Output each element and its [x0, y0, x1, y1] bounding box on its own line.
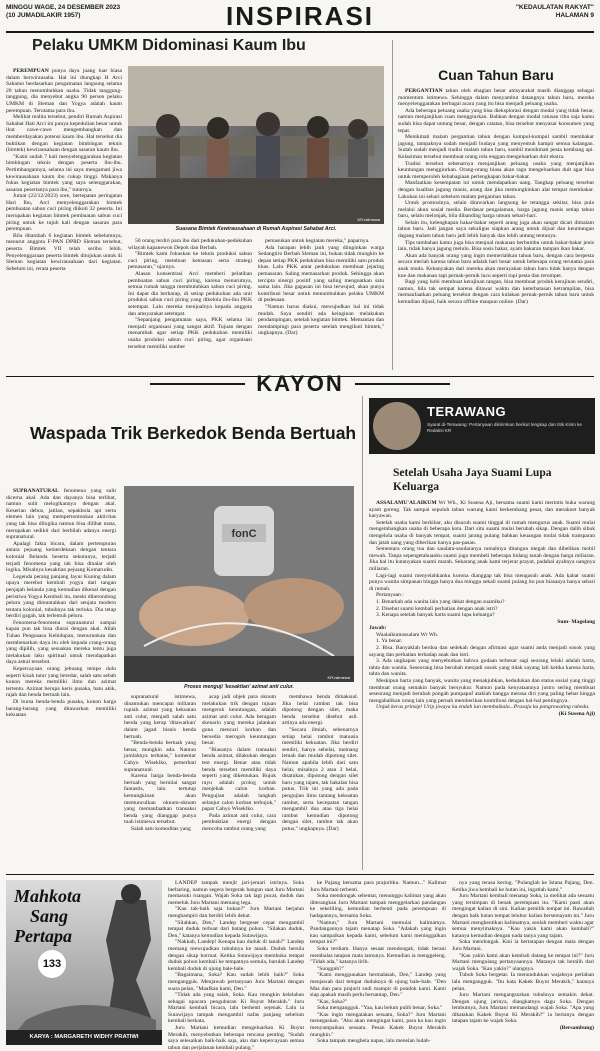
workshop-scene-image [128, 66, 384, 224]
section-title: INSPIRASI [225, 1, 375, 31]
svg-text:fonC: fonC [231, 528, 257, 540]
kayon-headline: Waspada Trik Berkedok Benda Bertuah [30, 423, 357, 443]
terawang-panel [362, 396, 595, 870]
cuan-body: PERGANTIAN tahun oleh ebagian besar amsyarakat masih dianggap sebagai momentum istimewa. Sehingga dalam menyambut datangnya tahun baru, mereka menyelenggarakan berbagai acara yang itu bisa menjadi peluang usaha. Ada beberapa peluang usaha yang bisa dieksplorasi dengan modal yang tidak besar, namun menjanjikan cuan menggiurkan. Bahkan dengan modal ratusan ribu saja kamu sudah bisa dapat untung besar, dengan catatan, bisa tersebut menyasar konsumen yang tepat. Menikmati malam pergantian tahun dengan kumpul-kumpul sambil membakar jagung, tampaknya sudah menjadi budaya yang menyentuh hampir semua kalangan. Sudah sudah menjadi tradisi malam tahun baru, sambil menikmati pesta kembang api. Kelaziman tersebut membuat orang rela enggan mengeluarkan duit ekstra. Tradisi tersebut sebenarnya menjanjikan peluang usaha yang menjanjikan keuntungan menggiurkan. Orang-orang biasa akan ragu mengeluarkan duit agar bisa untuk memperoleh kebahagiaan perlengkapan bakar-bakar. Manfaatkan kesempatan ini untuk mendapatkan uang. Tangkap peluang tersebut dengan kualitas jagung manis, arang dan jika memungkinkan alat tempat membakar. Lakukan ini sehari sebelum malam pergantian tahun. Untuk promosinya, selain ditawarkan langsung ke tetangga sekitar, bisa pula melalui akun sosial media. Berdasar pengalaman, harga jagung manis setiap tahun baru, selalu melonjak, bila dibanding harga umum sehari-hari. Selain itu, kelengkapan bakar-bakar seperti arang juga akan sangat dicari dimalam tahun baru. Jadi jangan saya sekaligus siapkan arang untuk dijual dan keuntungan dagang malam tahun baru jadi lebih banyak dan lebih untung tentunya. Tips tambahan kamu juga bisa menjual makanan berbumbu untuk bakar-bakar jenis lain, tidak hanya jagung melulu. Bisa sosis bakar, ayam bakaran tampan ikan bakar. Akan ada banyak orang yang ingin memeriahkan tahun baru, dengan cara berpesta secara meriah karena tahun baru adalah hari besar untuk beberapa orang terutama para anak muda. Kebanyakan dari mereka akan merayakan tahun baru tidak hanya dengan kue dan makanan tapi pernak-pernik lucu seperti topi pesta dan terompet. Bagi yang hobi membuat kerajinan tangan, bisa membuat produk kerajinan sendiri, namun, bila tak sempat karena ditawar waktu dan keterbatasan ketrampilan, bisa memanfaatkan peluang tersebut dengan cara kulakan pernak-pernik tahun baru untuk kemudian dijual, baik secara offline maupun online. (Dar) [398, 88, 595, 305]
umkm-photo-credit: KR-istimewa [357, 217, 380, 222]
kayon-col-2: supranatural istimewa, dinamukan mencapai miliaran rupiah. azimat yang kekuatan anti culur, menjadi salah satu benda yang kerap 'ditawarkan' dalam jagad bisnis benda bertuah. "Benda-benda bertuah yang benar, mungkin ada. Namun jumlahnya terbatas," komentar Cahyo Wiseklko, pemerhati supranatural. Karena harga benda-benda bertuah yang bernilai sangat fantastis, lalu tertutup kemungkinan akan memunculkan oknum-oknum yang memanfaatkan transaksi benda yang dianggap punya tuah istimewa tersebut. Salah satu komoditas yang [124, 694, 196, 832]
serial-rule-top [6, 874, 594, 875]
kayon-line-right [355, 383, 450, 385]
terawang-body: ASSALAMU'ALAIKUM Wr Wb., Ki Susena Aji, bersama suami kami merintis buka warung ayam goreng. Tak sampai sepuluh tahun warung kami berkembang pesat, dan meraknet banyak karyawan. Setelah usaha kami berkibar, aku disuruh suami tinggal di rumah mengurus anak. Suami mulai mengembangkan usaha di beberapa kota. Dari situ suami mulai berubah sikap. Dengan dalih sibuk mengelola usaha di banyak tempat, suami jarang pulang bahkan keuangan mulai tidak transparan dan jatah uang yang diberikan hanya pas-pasan. Sementara orang tua dan saudara-saudaranya rumahnya ditangun megah dan dibelikan mobil mewah. Tanpa sepengetahuanku suami juga membeli beberapa bidang tanah dengan harga miliaran. Jika hal itu kutanyakan suami marah. Sekarang anak kami terjerat prayut, padahal ayahnya uangnya miliaran. Lagi-lagi suami menyelahkanku korona dianggap tak bisa mengasuh anak. Ada kabar suami punya wanita simpanan hingga hanya dua minggu sekali suami pulang itu pun biasanya hanya sehari di rumah. Pertanyaan : 1. Benarkah ada wanita lain yang dekat dengan suamiku? 2. Disebut suami kembali perhatian dengan anak istri? 3. Kenapa setelah banyak harta suami lupa keluarga? Sum- Magelang Jawab: Waalaikumussalam Wr Wb. 1. Ya benar. 2. Bisa. Banyaklah berdoa dan sedekah dengan afirmasi agar suami anda menjadi sosok yang sayang dan perhatian terhadap anak dan istri. 3. Ada ungkapan yang menyebutkan bahwa godaan terbesar sagi seorang lelaki adalah harta, tahta dan wanita. Seseorang bisa berubah menjadi sosok yang tidak sayang lali ketika karena harta, tahta dan wanita. Meskipun harta yang banyak, wanita yang menakjubkan, kedudukan dan status sosial yang tinggi membuat orang semakin banyak bersyukur. Namun pada kenyataannya justru sering membuat seseorang menjadi berubah pongah pumpapuf ataklah bangga merasa diri yang paling hebat hingga mengabalikan orang lain yang pernah memberikan kontribusi dengan hal-hal pentingnya. Unjuk keras prinsip! Urip jiwaya ku endah lan membaikala...Prasaja ku pangrowating rubeda. (Ki Susena Aji) [369, 500, 595, 717]
kayon-col-3: acap jadi objek para oknum melakukan trik dengan tujuan mengeruk keuntungan, adalah azimat anti culur. Ada beragam skenario yang mereka jalankan guna mencari korban dan bersedia merogoh keuntungan besar. "Biasanya dalam transaksi benda azimat, dilakukan dengan test energi. Benar atau tidak benda tersebut memiliki daya seperti yang dikemukan. Bujuk rayu adalah prolog untuk menjebak calon korban. Pengujian adalah langkah selanjut calon korban terbujuk," papar Cahyo Wiseklko. Pada azimat anti culur, cara pembuktian energi dengan mencoba rambut orang yang [202, 694, 276, 832]
umkm-col-1: PEREMPUAN punya daya juang luar biasa dalam berwirausaha. Hal ini diungkap H Arci Sahamo berdasarkan pengamatan langsung selama 20 tahun menumbuhkan usaha. Tidak tanggung-tanggung, dia menyebut angka 90 persen pelaku UMKM di Sleman dan Yogya adalah kaum perempuan. Terutama para ibu. Melihat realita tersebut, pendiri Rumah Aspirasi Sahabat Hati Arci ini punya kepedulian besar untuk ikut cawe-cawe mengembangkan dan memberdayakan potensi kaum ibu. Hal tersebut dia buktikan dengan kegiatan bimbingan teknis (bimtek) kewirausahaan dengan sasaran kaum ibu. "Kami sudah 7 kali menyelenggarakan kegiatan bimbingan teknis dengan peserta ibu-ibu. Pertimbangannya, selama ini saya mengamati jiwa kewirausahaan kaum ibu cukup tinggi. Makanya fokus kegiatan bimtek yang saya selenggarakan, sasaran pesertanya para ibu," tuturnya. Jumat (22/12/2023) sore, bertepatan peringatan Hari Ibu, Arci menyelenggarakan bimtek pembuatan sabun cuci piring diikuti 32 peserta. Ini merupakan kegiatan bimtek pembuatan sabun cuci piring untuk ke tujuh kali dengan sasaran para perempuan. Bila ditambah 6 kegiatan bimtek sebelumnya, menurut anggota F-PAN DPRD Sleman tersebut, peserta Bimtek VII telah seribu lebih. Penyelenggaraan peserta bimtek ditujukan untuk di Sleman kegiatan kewirausahaan dari kegiatan. Sebelum ini, rerata peserta [6, 68, 122, 272]
column-divider [392, 40, 393, 370]
paper-name: "KEDAULATAN RAKYAT" [515, 4, 594, 11]
serial-episode-badge: 133 [38, 950, 66, 978]
umkm-photo [128, 66, 384, 224]
masthead-divider [6, 31, 594, 33]
date-line [6, 4, 120, 20]
kayon-photo-credit: KR-istimewa [327, 675, 350, 680]
terawang-answer-closer: (Ki Susena Aji) [558, 711, 595, 717]
cuan-headline: Cuan Tahun Baru [438, 67, 554, 83]
kayon-lead-word: SUPRANATURAL [13, 488, 59, 494]
kayon-col-1: SUPRANATURAL fenomena yang sulit dicerna akal. Ada dan dayanya bisa terlihat, namun sulit melogikannya dengan akal. Keserian debus, jatilan, sepakbola api serta elemen lain yang mempertontonkan aktivitas yang tak bisa dilogika namun bisa dilihat mata, merupakan sedikit dari berbilah adanya energi supranatural. Apalagi fakta bicara, dalam pertempuran antara pejuang kemerdekaan dengan tentara kolonial Belanda beserta sekutunya, terjadi terjadi fenomena yang tak bisa dinalar oleh logika. Misalnya kesaktian pejuang Komarudin. Legenda perang panjang Jayur Kuning dalam upaya merebut kembali yogya dari tangan penjajah belanda yang kemudian dikenal dengan peristiwa Yogya Kembali itu, meski diberondong peluru yang dimuntahkan dari senjata modern tentara kolonial, tubuhnya tak terluka. Dia tetap berdiri gagah, tak terlentuh peluru. Fenomena-fenomena supranatural sampai kapan pun tak bisa diurai dengan akal. Allah Tuhan Pengusasa Kehidupan, menurunkan dan membenarkan daya itu oleh kepada crang-orang yang dipilih, yang sesuakan mereka tentu juga melakukan laku spiritual untuk mendapatkan daya astral tersebut. Kepercayaan orang jebuang tempo dulu seperti kisah tutur yang beredar, salah satu sebab konon mereka memiliki ilmu dan azimat tertentu. Azimat berupa keris pusaka, batu akik, rajah dan benda bertuah lain. Di bursa benda-benda pusaka, konon harga barang-barang yang ditawarkan memiliki kekuatan [6, 488, 116, 719]
serial-closer: (Bersambung) [559, 1025, 594, 1032]
date-line-javanese: (10 JUMADILAKIR 1957) [6, 12, 81, 19]
umkm-col-3: pemasukan untuk kegiatan mereka," paparnya. Ada harapan lebih jauh yang diinginkan warga Sedangtiro Berbah Sleman ini, bukan tidak mungkin ke depan setiap PKK pedukuhan bisa memiliki satu produk khas. Lalu PKK antar pedukuhan membuat jejaring pemasaran. Saling memasarkan produk. Sehingga akan tercipta sinergi positif yang saling menguatkan satu sama lain. Jika gagasan ini bisa terwujud, akan punya kontribusi besar untuk menumbuhkan pelaku UMKM di pedesaan. "Namun harus diakui, mewujudkan hal ini tidak mudah. Saya sendiri ada keinginan melakukan pendampingan, setelah kegiatan bimtek. Memantau dan mendampingi para peserta setelah mengikuti bimtek," ungkapnya. (Dar) [258, 238, 384, 337]
serial-illustration-box [6, 880, 162, 1045]
terawang-header-box [369, 398, 595, 454]
date-line-gregorian: MINGGU WAGE, 24 DESEMBER 2023 [6, 4, 121, 11]
terawang-blurb: Syarat di-Terawang: Pertanyaan dikirimkan berikut lengkap dan titik Kirim ke Redaksi KR [427, 422, 582, 433]
serial-col-2: ke Pajang bersama para prajuritku. Namun..." Kalimat Juru Martani terhenti. Soka mendongak sebentar, menunggu kalimat yang akan diterangkan Juru Martani tampak menggelarkan pandangan ke sekeliling, kemudian berhenti pada perempuan di hadapannya, bersama Soka. "Namun," Juru Martani memulai kalimatnya. Pandangannya tajam menatap Soka. "Adakah yang ingin kau sampaikan kepada kami, sebelum kami meninggalkan tempat ini?" Soka terdiam. Hanya sesaat mendongak, tidak berani membalas tatapan mata tamunya. Kemudian ia menggeleng. "Tidak ada," katanya lirih. "Sungguh?" "Kami menggunakan bermalasah, Den," Landep yang menjawab dari tempat duduknya di ujung bale-bale. "Den Mas dan para prajurit sudi mampir di pondok kami. Kami siap apakah masih perlu bersantap, Den." "Kau, Soka?" Soka mengangguk. "Yaa, kau belum pulih benar, Soka." "Kau ingin mengatakan sesuatu, Soka?" Juru Martani menegaskan. "Aku akan mengingat kami, para ka kau ingin menyampaikan sesuatu. Pesan Kakek Buyut Merakih mungkin." Soka tampak menghela napas, lalu menelan ludah- [310, 880, 446, 1045]
serial-col-3: nya yang terasa kering. "Pulanglah ke Istana Pajang, Den. Ketika jiwa kembali ke hutan ini, ingatlah kami." Juru Martani kembali menatap Soka, ia melihat ada sesuatu yang tersimpan di benak perempuan itu. "Kami pasti akan mengingat kalian di sini. Kalian pemilik tempat ini. Rawatlah dengan baik hutan tempat leluhur kalian bersemayam ini." Juru Martani menghentikan kalimatnya, seolah memberi waktu agar semua menyimaknya. "Kau yakin kami akan kembali?" katanya kemudian dengan nada tanya yang tajam. Soka mendongak. Kini ia bertatapan dengan mata dengan Juru Martani. "Kau yakin kami akan kembali datang ke tempat ini?" Juru Martani mengulang pertanyaannya. Matanya tak beralih dari wajah Soka. "Kau yakin?" ulangnya. Tubuh Soka bergetar. Ia menundukkan wajahnya perlahan lalu mengangguk. "Itu kata Kakek Buyut Merakih," katanya pelan. Juru Martani mengangsurkan tubuhnya semakin dekat. Dengan ujung jarinya, diangkatnya dagu Soka. Dengan lembutnya, Juru Martani memandangi wajah Soka. "Apa yang dikatakan Kakek Buyut Ki Merakih?" ia bertanya dengan tatapan tajam ke wajah Soka. (Bersambung) [452, 880, 594, 1032]
kayon-photo-caption: Proses menguji 'kesaktian' azimat anti culur. [184, 684, 294, 690]
umkm-headline: Pelaku UMKM Didominasi Kaum Ibu [32, 37, 306, 54]
umkm-col-2: 50 orang terdiri para ibu dari pedukuhan-pedukuhan wilayah kapanewon Depok dan Berbah. "Bimtek kami fokuskan ke teknis produksi sabun cuci piring, membuat kemasan serta strategi pemasaran," ujarnya. Alasan konsentrasi Arci memberi pelatihan pembuatan sabun cuci piring, karena menurutnya, semua rumah tangga membutuhkan sabun cuci piring. Ini dapat dia berharap, di setiap pedukuhan ada unit produksi sabun cuci piring yang dikelola ibu-ibu PKK setempat. Lalu mereka menjualnya kepada anggota dan amsyarakat setempat. "Sepanjang pengamatan saya, PKK selama ini menjadi organisasi yang sangat aktif. Tujuan dengan menambah agar setiap PKK pedukuhan memiliki usaha produksi sabun cuci piring, agar organisasi tersebut memiliki sumber [128, 238, 252, 350]
paper-info [516, 4, 594, 20]
serial-title: Mahkota Sang Pertapa [14, 886, 82, 946]
serial-author: KARYA : MARGARETH WIDHY PRATIWI [6, 1030, 162, 1045]
amulet-test-image [124, 486, 354, 682]
kayon-banner: KAYON [256, 371, 344, 396]
terawang-label: TERAWANG [427, 404, 507, 419]
terawang-answer-label: Jawab: [369, 625, 387, 632]
serial-col-1: LANDEP tampak menjit jari-jemari istrinya. Soka berbaring, namun segera bergerak bangun saat Juru Martani memasuki ruangan. Wajah Soka tak lagi pucat, duduk dan memeluk Juru Martani memang lega. "Kau tak-baik saja bukan?" Juru Martani berjalan menghampiri dan berdiri lebih dekat. "Silahkan, Den," Landep bergeser cepat mengambil tempat duduk terbuat dari batang pohon. "Silakan duduk, Den," katanya kemudian kepada Sutawijaya. "Nakkah, Landep! Kenapa kau duduk di tanah?" Landep memang mewujudkan tubuhnya ke tanah. Duduk bersila dengan sikap hormat. Ketika Sutawijaya membuka tempat duduk pohon kembali ke tempatnya semula, barulah Landep kembali duduk di ujung bale-bale. "Bagaimana, Soka? Kau sudah lebih baik?" Soka mengangguk. Menjawab pertanyaan Juru Martani dengan suara pelan, "Maafkan kami, Den." "Tidak ada yang salah, Soka. Kau mungkin kelelahan sebagai upacara penguburan Ki Buyut Merakih." Juru Martani kembali bicara, lalu berhenti sejenak. Lalu ia Sutawijaya tampak mengambil nafas panjang sebelum kembali berkata. Juru Martani kemudian mengeluarkan Ki Buyut Merakih, menyebutkan beberapa rencana penting. "Sudah saya selesaikan baik-baik saja, aku dan kepercayaan semua tahun dan perjalanan kembali pulang." [168, 880, 304, 1051]
kayon-line-left [150, 383, 245, 385]
terawang-headline: Setelah Usaha Jaya Suami Lupa Keluarga [393, 467, 552, 493]
terawang-greeting: ASSALAMU'ALAIKUM [376, 500, 437, 506]
umkm-photo-caption: Suasana Bimtek Kewirausahaan di Rumah Aspirasi Sahabat Arci. [175, 226, 337, 232]
terawang-signoff: Sum- Magelang [557, 618, 595, 625]
page-number: HALAMAN 9 [555, 12, 594, 19]
kayon-col-4: membawa benda dimaksud. Jika helai rambut tak bisa dipotong dengan silet, maka benda tersebut disebut asli. artinya ada energi. "Secara ilmiah, sebenarnya setiap helai rambut manusia memiliki kekuatan. Jika berdiri sendiri, hanya sehelai, memang lemah dan mudah dipotong silet. Namun apabila lebih dari satu helai, misalnya 2 atau 3 helai, disatukan, dipotong dengan silet baru yang tajam, tak bakalan bisa putus. Trik ini yang ada pada pengujian ilmu tantang kekuatan rambut, serta kecepatan tangan mengambil dua atau tiga helai rambut kemudian dipotong dengan silet, rambut tak akan putus," ungkapnya. (Dar) [282, 694, 358, 832]
cuan-lead-word: PERGANTIAN [405, 88, 443, 94]
kayon-photo [124, 486, 354, 682]
terawang-avatar [373, 402, 421, 450]
umkm-lead-word: PEREMPUAN [13, 68, 49, 74]
